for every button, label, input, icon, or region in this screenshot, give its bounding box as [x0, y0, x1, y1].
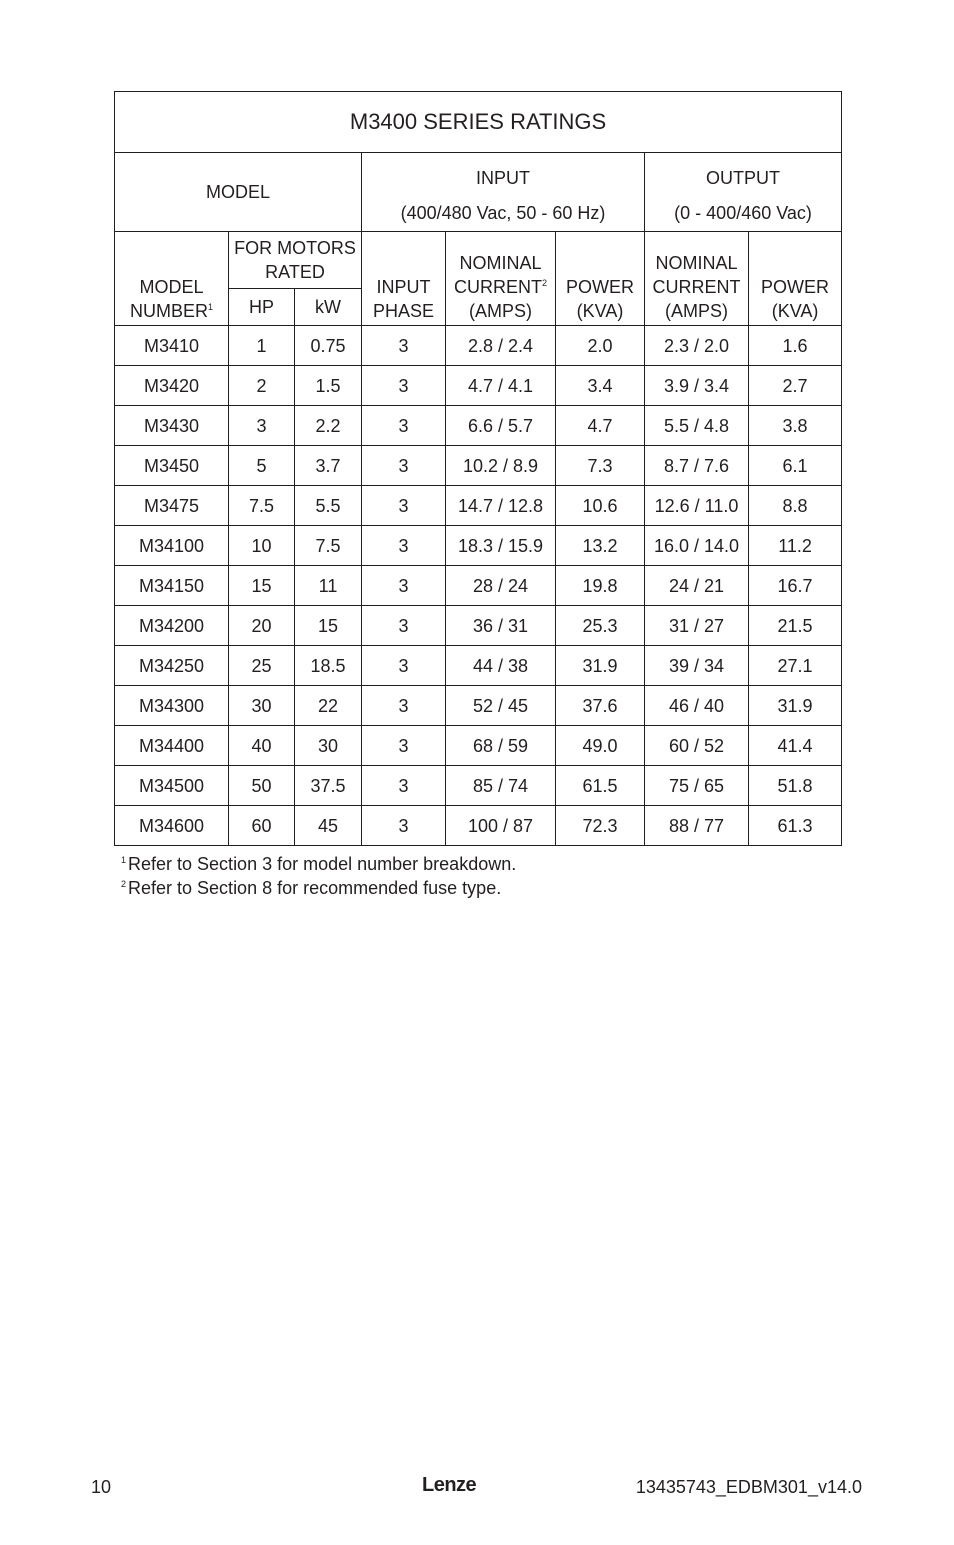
header-kw: kW	[295, 289, 362, 326]
table-row	[115, 406, 842, 446]
cell-hp: 1	[229, 326, 295, 366]
cell-model: M34250	[115, 646, 229, 686]
header-input-nominal-line1: NOMINAL	[459, 253, 542, 273]
cell-in-current: 85 / 74	[446, 766, 556, 806]
cell-in-power: 13.2	[556, 526, 645, 566]
cell-phase: 3	[362, 526, 446, 566]
cell-hp: 40	[229, 726, 295, 766]
table-row	[115, 686, 842, 726]
cell-in-power: 61.5	[556, 766, 645, 806]
cell-out-power: 16.7	[749, 566, 842, 606]
cell-in-power: 31.9	[556, 646, 645, 686]
cell-hp: 25	[229, 646, 295, 686]
table-title: M3400 SERIES RATINGS	[115, 92, 842, 153]
table-body	[115, 326, 842, 846]
header-model-number	[115, 232, 229, 326]
footnote-1-number: 1	[121, 855, 127, 865]
cell-out-power: 21.5	[749, 606, 842, 646]
cell-in-power: 3.4	[556, 366, 645, 406]
group-input-subheader: (400/480 Vac, 50 - 60 Hz)	[362, 194, 645, 232]
cell-model: M34400	[115, 726, 229, 766]
header-hp: HP	[229, 289, 295, 326]
cell-model: M34600	[115, 806, 229, 846]
cell-out-current: 60 / 52	[645, 726, 749, 766]
cell-phase: 3	[362, 646, 446, 686]
group-model-header: MODEL	[115, 153, 362, 232]
header-input-nominal-line2: CURRENT	[453, 277, 542, 297]
cell-out-current: 31 / 27	[645, 606, 749, 646]
cell-hp: 10	[229, 526, 295, 566]
cell-out-power: 11.2	[749, 526, 842, 566]
header-output-power: POWER (KVA)	[749, 232, 842, 326]
cell-phase: 3	[362, 406, 446, 446]
cell-out-power: 27.1	[749, 646, 842, 686]
cell-out-current: 88 / 77	[645, 806, 749, 846]
cell-model: M34150	[115, 566, 229, 606]
cell-out-current: 2.3 / 2.0	[645, 326, 749, 366]
cell-in-power: 19.8	[556, 566, 645, 606]
table-row	[115, 486, 842, 526]
group-output-header: OUTPUT	[645, 153, 842, 195]
table-row	[115, 526, 842, 566]
table-row	[115, 326, 842, 366]
cell-model: M3410	[115, 326, 229, 366]
cell-hp: 50	[229, 766, 295, 806]
footnotes	[121, 852, 516, 900]
cell-model: M3475	[115, 486, 229, 526]
table-row	[115, 566, 842, 606]
cell-out-power: 1.6	[749, 326, 842, 366]
cell-kw: 5.5	[295, 486, 362, 526]
cell-hp: 20	[229, 606, 295, 646]
cell-in-current: 14.7 / 12.8	[446, 486, 556, 526]
cell-out-current: 5.5 / 4.8	[645, 406, 749, 446]
cell-in-power: 4.7	[556, 406, 645, 446]
table-row	[115, 726, 842, 766]
cell-out-current: 39 / 34	[645, 646, 749, 686]
table-row	[115, 646, 842, 686]
cell-in-power: 37.6	[556, 686, 645, 726]
footnote-2	[121, 876, 516, 900]
cell-hp: 15	[229, 566, 295, 606]
cell-phase: 3	[362, 446, 446, 486]
cell-model: M34500	[115, 766, 229, 806]
cell-hp: 7.5	[229, 486, 295, 526]
cell-out-power: 2.7	[749, 366, 842, 406]
cell-model: M34300	[115, 686, 229, 726]
lenze-logo: Lenze	[422, 1474, 477, 1496]
cell-out-current: 8.7 / 7.6	[645, 446, 749, 486]
cell-phase: 3	[362, 686, 446, 726]
cell-hp: 60	[229, 806, 295, 846]
group-output-subheader: (0 - 400/460 Vac)	[645, 194, 842, 232]
footnote-1	[121, 852, 516, 876]
cell-in-power: 49.0	[556, 726, 645, 766]
cell-in-current: 44 / 38	[446, 646, 556, 686]
cell-out-power: 3.8	[749, 406, 842, 446]
table-row	[115, 766, 842, 806]
cell-kw: 1.5	[295, 366, 362, 406]
cell-in-power: 72.3	[556, 806, 645, 846]
cell-out-current: 75 / 65	[645, 766, 749, 806]
header-model-number-label: MODEL NUMBER	[129, 277, 208, 321]
cell-in-current: 68 / 59	[446, 726, 556, 766]
cell-kw: 7.5	[295, 526, 362, 566]
ratings-table	[114, 91, 842, 846]
cell-kw: 22	[295, 686, 362, 726]
cell-kw: 0.75	[295, 326, 362, 366]
cell-in-current: 52 / 45	[446, 686, 556, 726]
cell-in-current: 2.8 / 2.4	[446, 326, 556, 366]
page-number: 10	[91, 1477, 112, 1497]
cell-phase: 3	[362, 566, 446, 606]
cell-model: M3430	[115, 406, 229, 446]
cell-out-power: 41.4	[749, 726, 842, 766]
cell-model: M3450	[115, 446, 229, 486]
header-input-nominal-current	[446, 232, 556, 326]
cell-in-current: 10.2 / 8.9	[446, 446, 556, 486]
footnote-ref-1: 1	[208, 302, 214, 312]
cell-hp: 30	[229, 686, 295, 726]
cell-phase: 3	[362, 326, 446, 366]
cell-in-current: 18.3 / 15.9	[446, 526, 556, 566]
cell-in-power: 7.3	[556, 446, 645, 486]
cell-in-current: 36 / 31	[446, 606, 556, 646]
cell-in-power: 10.6	[556, 486, 645, 526]
cell-hp: 5	[229, 446, 295, 486]
cell-kw: 45	[295, 806, 362, 846]
cell-out-power: 31.9	[749, 686, 842, 726]
cell-model: M34100	[115, 526, 229, 566]
cell-out-current: 3.9 / 3.4	[645, 366, 749, 406]
cell-kw: 2.2	[295, 406, 362, 446]
cell-phase: 3	[362, 606, 446, 646]
header-for-motors-rated: FOR MOTORS RATED	[229, 232, 362, 289]
header-input-nominal-line3: (AMPS)	[469, 301, 532, 321]
cell-model: M3420	[115, 366, 229, 406]
document-id: 13435743_EDBM301_v14.0	[635, 1477, 862, 1497]
cell-in-power: 25.3	[556, 606, 645, 646]
cell-out-power: 6.1	[749, 446, 842, 486]
table-row	[115, 606, 842, 646]
group-input-header: INPUT	[362, 153, 645, 195]
cell-kw: 37.5	[295, 766, 362, 806]
footnote-1-text: Refer to Section 3 for model number breakdown.	[128, 854, 517, 874]
cell-kw: 11	[295, 566, 362, 606]
cell-phase: 3	[362, 806, 446, 846]
cell-in-current: 6.6 / 5.7	[446, 406, 556, 446]
cell-out-current: 12.6 / 11.0	[645, 486, 749, 526]
footnote-ref-2: 2	[541, 278, 547, 288]
header-input-phase: INPUT PHASE	[362, 232, 446, 326]
header-output-nominal-current: NOMINAL CURRENT (AMPS)	[645, 232, 749, 326]
cell-in-power: 2.0	[556, 326, 645, 366]
cell-hp: 2	[229, 366, 295, 406]
table-row	[115, 806, 842, 846]
cell-kw: 15	[295, 606, 362, 646]
header-input-power: POWER (KVA)	[556, 232, 645, 326]
cell-kw: 3.7	[295, 446, 362, 486]
cell-kw: 18.5	[295, 646, 362, 686]
cell-model: M34200	[115, 606, 229, 646]
cell-in-current: 28 / 24	[446, 566, 556, 606]
cell-out-power: 8.8	[749, 486, 842, 526]
cell-kw: 30	[295, 726, 362, 766]
footnote-2-number: 2	[121, 879, 127, 889]
cell-phase: 3	[362, 726, 446, 766]
cell-in-current: 4.7 / 4.1	[446, 366, 556, 406]
table-row	[115, 366, 842, 406]
cell-out-power: 51.8	[749, 766, 842, 806]
footnote-2-text: Refer to Section 8 for recommended fuse type.	[128, 878, 502, 898]
cell-in-current: 100 / 87	[446, 806, 556, 846]
cell-out-current: 46 / 40	[645, 686, 749, 726]
cell-phase: 3	[362, 766, 446, 806]
cell-out-current: 24 / 21	[645, 566, 749, 606]
cell-phase: 3	[362, 366, 446, 406]
table-row	[115, 446, 842, 486]
cell-out-power: 61.3	[749, 806, 842, 846]
cell-out-current: 16.0 / 14.0	[645, 526, 749, 566]
cell-phase: 3	[362, 486, 446, 526]
cell-hp: 3	[229, 406, 295, 446]
